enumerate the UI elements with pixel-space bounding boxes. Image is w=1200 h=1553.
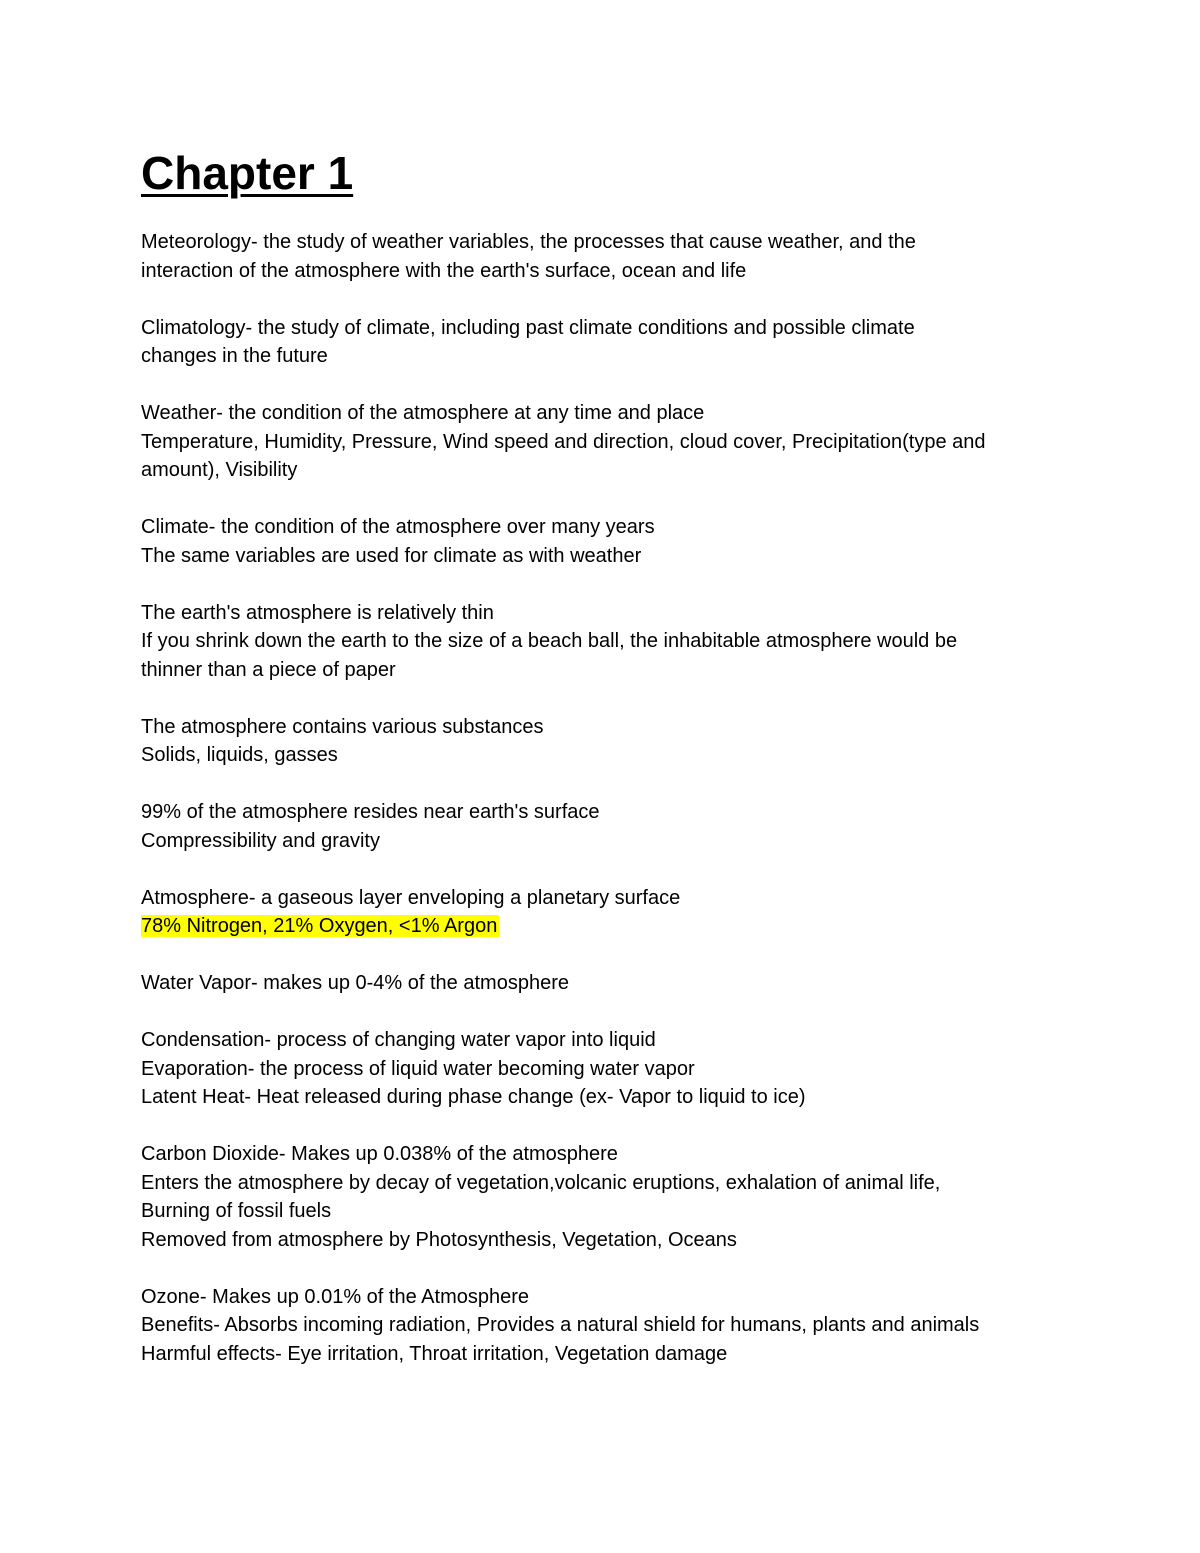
text-line: Carbon Dioxide- Makes up 0.038% of the atmosphere — [141, 1143, 618, 1165]
paragraph-climatology — [141, 314, 1081, 371]
text-line: If you shrink down the earth to the size of a beach ball, the inhabitable atmosphere would be — [141, 630, 958, 652]
text-line: Meteorology- the study of weather variables, the processes that cause weather, and the — [141, 231, 916, 253]
text-line: Climatology- the study of climate, including past climate conditions and possible climate — [141, 316, 915, 339]
paragraph-water-vapor — [141, 969, 1081, 998]
text-line: Burning of fossil fuels — [141, 1200, 332, 1222]
text-line: Evaporation- the process of liquid water becoming water vapor — [141, 1057, 695, 1080]
text-line: Climate- the condition of the atmosphere over many years — [141, 516, 655, 538]
text-line: Removed from atmosphere by Photosynthesis, Vegetation, Oceans — [141, 1228, 737, 1251]
document-content — [141, 143, 1081, 1397]
text-line: Latent Heat- Heat released during phase change (ex- Vapor to liquid to ice) — [141, 1086, 806, 1108]
text-line: Atmosphere- a gaseous layer enveloping a planetary surface — [141, 886, 681, 909]
text-line: Water Vapor- makes up 0-4% of the atmosphere — [141, 972, 569, 994]
text-line: Solids, liquids, gasses — [141, 744, 338, 766]
text-line: The same variables are used for climate as with weather — [141, 544, 642, 567]
page-title: Chapter 1 — [141, 147, 354, 199]
paragraph-phase-change — [141, 1026, 1081, 1112]
text-line: The atmosphere contains various substances — [141, 715, 544, 738]
paragraph-climate — [141, 513, 1081, 570]
paragraph-substances — [141, 713, 1081, 770]
text-line: changes in the future — [141, 345, 328, 367]
text-line: Compressibility and gravity — [141, 829, 380, 852]
text-line: 99% of the atmosphere resides near earth's surface — [141, 801, 600, 823]
text-line: interaction of the atmosphere with the earth's surface, ocean and life — [141, 259, 747, 282]
paragraph-atmosphere-thin — [141, 599, 1081, 685]
paragraph-surface — [141, 798, 1081, 855]
text-line: Ozone- Makes up 0.01% of the Atmosphere — [141, 1285, 529, 1308]
text-line: Benefits- Absorbs incoming radiation, Provides a natural shield for humans, plants and animals — [141, 1314, 980, 1336]
text-line: Temperature, Humidity, Pressure, Wind speed and direction, cloud cover, Precipitation(type and — [141, 430, 986, 453]
paragraph-carbon-dioxide — [141, 1140, 1081, 1254]
text-line-highlight-wrap — [141, 912, 1081, 941]
text-line: The earth's atmosphere is relatively thin — [141, 601, 494, 624]
text-line: Enters the atmosphere by decay of vegetation,volcanic eruptions, exhalation of animal life, — [141, 1171, 941, 1194]
text-line: Harmful effects- Eye irritation, Throat irritation, Vegetation damage — [141, 1342, 728, 1365]
text-line: amount), Visibility — [141, 459, 298, 481]
highlighted-text: 78% Nitrogen, 21% Oxygen, <1% Argon — [141, 915, 498, 937]
paragraph-ozone — [141, 1283, 1081, 1369]
paragraph-weather — [141, 399, 1081, 485]
text-line: thinner than a piece of paper — [141, 658, 396, 681]
paragraph-meteorology — [141, 228, 1081, 285]
text-line: Weather- the condition of the atmosphere at any time and place — [141, 402, 705, 424]
text-line: Condensation- process of changing water vapor into liquid — [141, 1029, 656, 1051]
paragraph-atmosphere-definition — [141, 884, 1081, 941]
